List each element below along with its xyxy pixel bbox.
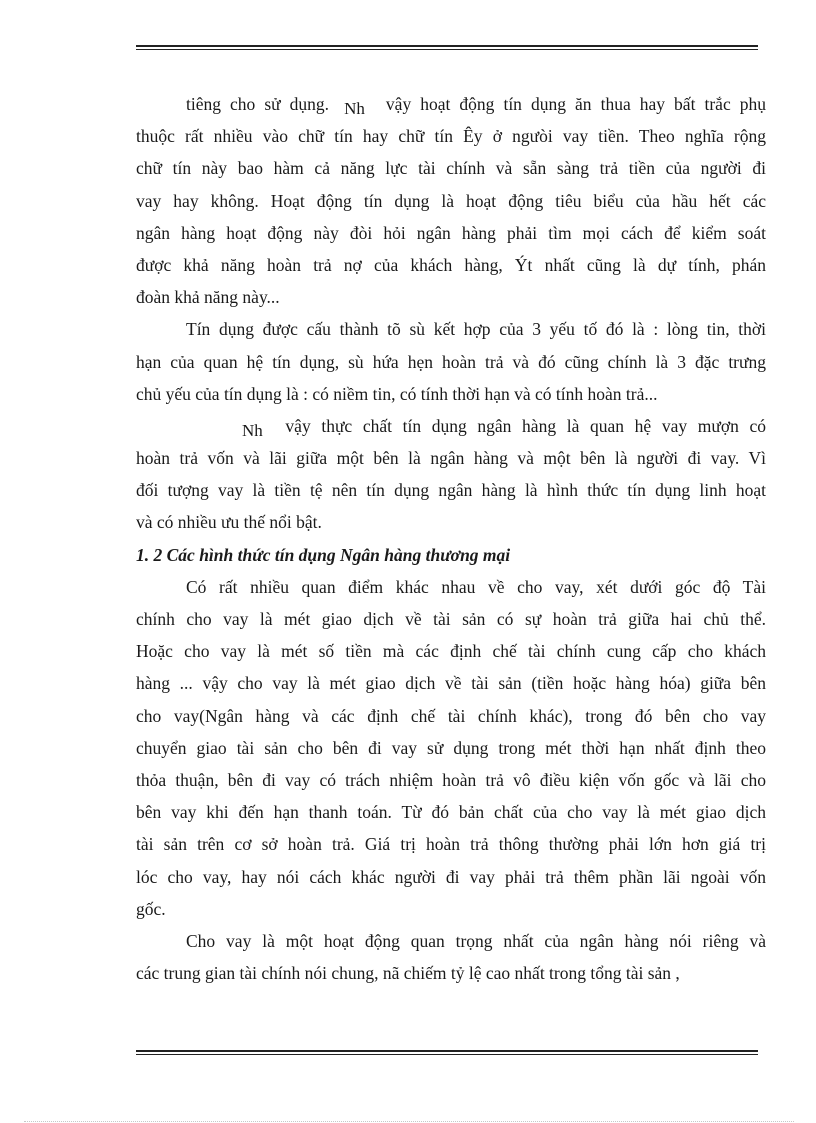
text-line: bên vay khi đến hạn thanh toán. Từ đó bản chất của cho vay là mét giao dịch: [136, 802, 766, 823]
text-line: thỏa thuận, bên đi vay có trách nhiệm hoàn trả vô điều kiện vốn gốc và lãi cho: [136, 769, 766, 790]
text-line: chính cho vay là mét giao dịch về tài sản có sự hoàn trả giữa hai chủ thể.: [136, 609, 766, 629]
text-line: tài sản trên cơ sở hoàn trả. Giá trị hoàn trả thông thường phải lớn hơn giá trị: [136, 834, 766, 855]
text-line: tiêng cho sử dụng. Nh vậy hoạt động tín dụng ăn thua hay bất trắc phụ: [136, 88, 766, 120]
text-line: ngân hàng hoạt động này đòi hỏi ngân hàng phải tìm mọi cách để kiểm soát: [136, 222, 766, 243]
text-line: lóc cho vay, hay nói cách khác người đi vay phải trả thêm phần lãi ngoài vốn: [136, 866, 766, 887]
text-line: chủ yếu của tín dụng là : có niềm tin, có tính thời hạn và có tính hoàn trả...: [136, 383, 658, 404]
text-line: Cho vay là một hoạt động quan trọng nhất của ngân hàng nói riêng và: [186, 930, 766, 951]
text-line: vay hay không. Hoạt động tín dụng là hoạt động tiêu biểu của hầu hết các: [136, 190, 766, 211]
text-line: hạn của quan hệ tín dụng, sù hứa hẹn hoàn trả và đó cũng chính là 3 đặc trưng: [136, 351, 766, 372]
text-line: chữ tín này bao hàm cả năng lực tài chính và sẵn sàng trả tiền của người đi: [136, 158, 766, 179]
text-line: và có nhiều ưu thế nổi bật.: [136, 512, 322, 533]
page-edge: [24, 1121, 794, 1122]
text-line: các trung gian tài chính nói chung, nã chiếm tỷ lệ cao nhất trong tổng tài sản ,: [136, 963, 680, 984]
text-line: cho vay(Ngân hàng và các định chế tài chính khác), trong đó bên cho vay: [136, 705, 766, 726]
text-line: thuộc rất nhiều vào chữ tín hay chữ tín Êy ở ngưòi vay tiền. Theo nghĩa rộng: [136, 126, 766, 147]
section-heading: 1. 2 Các hình thức tín dụng Ngân hàng thương mại: [136, 544, 511, 565]
text-line: chuyển giao tài sản cho bên đi vay sử dụng trong mét thời hạn nhất định theo: [136, 737, 766, 758]
text-line: Tín dụng được cấu thành tõ sù kết hợp của 3 yếu tố đó là : lòng tin, thời: [186, 319, 766, 340]
header-rule: [136, 45, 758, 50]
text-line: hàng ... vậy cho vay là mét giao dịch về tài sản (tiền hoặc hàng hóa) giữa bên: [136, 673, 766, 694]
text-line: Nh vậy thực chất tín dụng ngân hàng là quan hệ vay mượn có: [136, 410, 766, 442]
footer-rule: [136, 1050, 758, 1055]
text-line: đối tượng vay là tiền tệ nên tín dụng ngân hàng là hình thức tín dụng linh hoạt: [136, 480, 766, 501]
text-line: đoàn khả năng này...: [136, 287, 280, 308]
text-line: Hoặc cho vay là mét số tiền mà các định chế tài chính cung cấp cho khách: [136, 641, 766, 662]
text-line: được khả năng hoàn trả nợ của khách hàng, Ýt nhất cũng là dự tính, phán: [136, 254, 766, 275]
text-line: Có rất nhiều quan điểm khác nhau về cho vay, xét dưới góc độ Tài: [186, 576, 766, 597]
text-line: hoàn trả vốn và lãi giữa một bên là ngân hàng và một bên là người đi vay. Vì: [136, 448, 766, 469]
text-line: gốc.: [136, 898, 166, 919]
nh-fragment: Nh: [344, 99, 365, 118]
nh-fragment: Nh: [242, 420, 263, 440]
page-body: [136, 88, 766, 989]
